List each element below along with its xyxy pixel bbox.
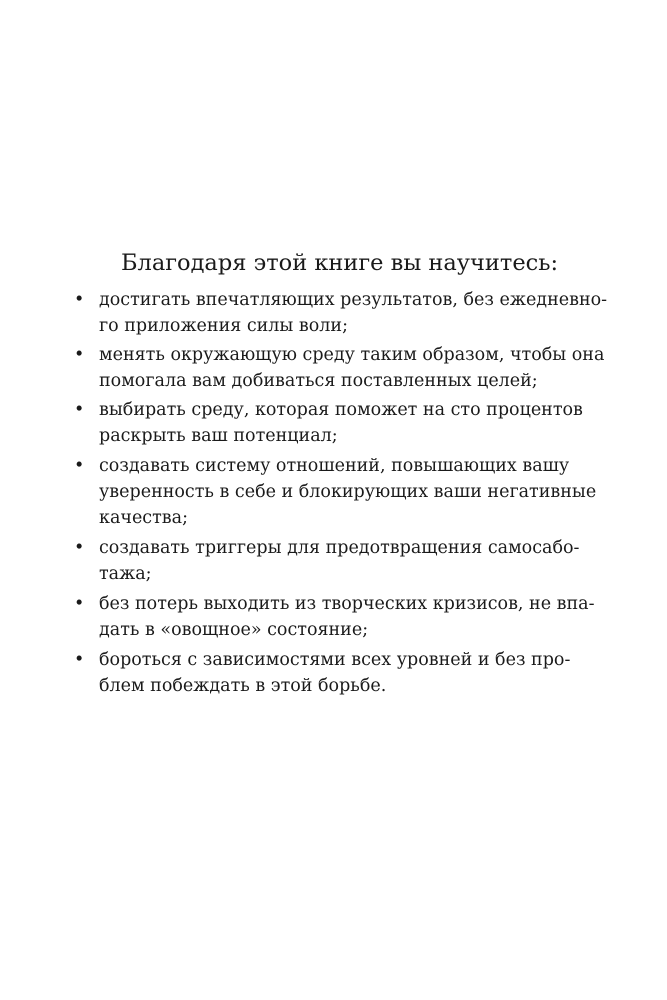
bullet-icon: • <box>74 290 85 310</box>
list-item-line: блем побеждать в этой борьбе. <box>99 676 387 696</box>
list-item-line: тажа; <box>99 564 152 584</box>
bullet-icon: • <box>74 400 85 420</box>
list-item-line: создавать систему отношений, повышающих вашу <box>99 456 570 476</box>
list-item-line: менять окружающую среду таким образом, чтобы она <box>99 345 605 365</box>
list-item-line: бороться с зависимостями всех уровней и без про- <box>99 650 571 670</box>
bullet-icon: • <box>74 594 85 614</box>
list-item-line: создавать триггеры для предотвращения самосабо- <box>99 538 580 558</box>
bullet-icon: • <box>74 456 85 476</box>
list-item-line: качества; <box>99 508 188 528</box>
page-heading: Благодаря этой книге вы научитесь: <box>121 250 559 276</box>
list-item-line: уверенность в себе и блокирующих ваши негативные <box>99 482 597 502</box>
list-item-line: дать в «овощное» состояние; <box>99 620 369 640</box>
bullet-icon: • <box>74 650 85 670</box>
list-item-line: помогала вам добиваться поставленных целей; <box>99 371 538 391</box>
list-item-line: без потерь выходить из творческих кризисов, не впа- <box>99 594 595 614</box>
list-item-line: раскрыть ваш потенциал; <box>99 426 338 446</box>
bullet-icon: • <box>74 538 85 558</box>
list-item-line: достигать впечатляющих результатов, без ежедневно- <box>99 290 608 310</box>
list-item-line: го приложения силы воли; <box>99 316 348 336</box>
list-item-line: выбирать среду, которая поможет на сто процентов <box>99 400 583 420</box>
bullet-icon: • <box>74 345 85 365</box>
